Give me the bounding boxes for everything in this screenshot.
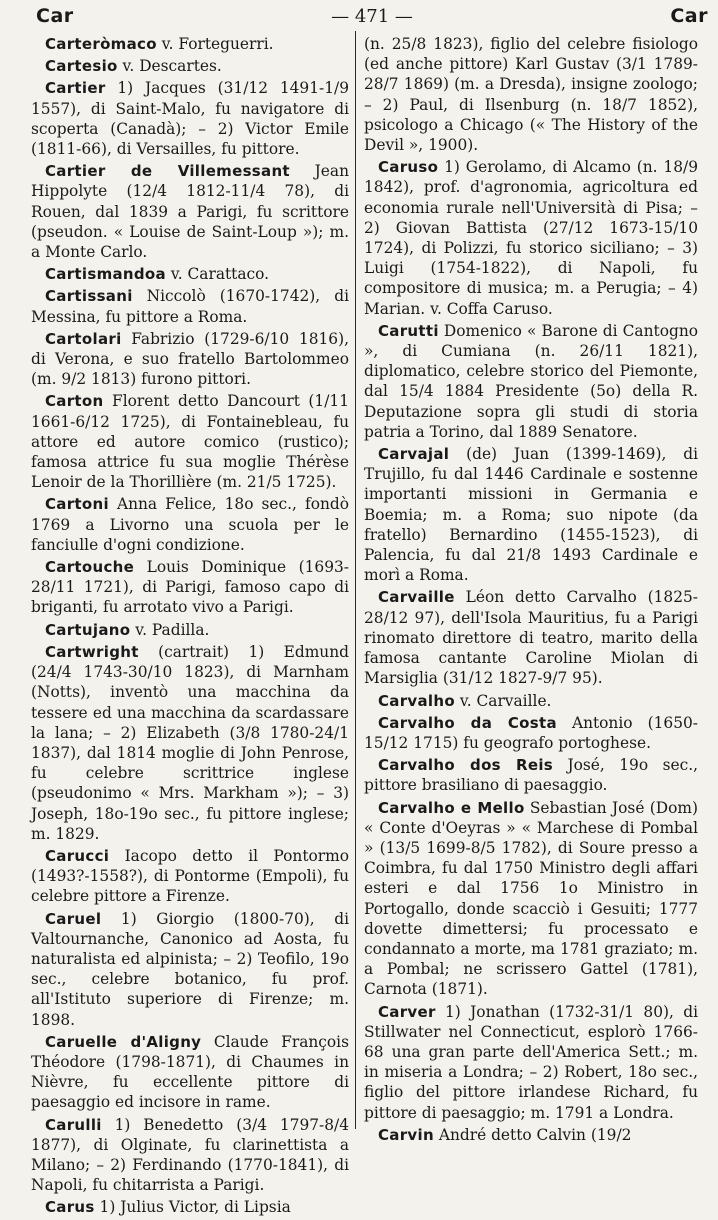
entry-headword: Cartouche <box>45 558 135 577</box>
dictionary-entry <box>31 846 349 907</box>
entry-text: v. Carattaco. <box>165 265 270 284</box>
dictionary-entry <box>31 1032 349 1113</box>
entry-text: v. Forteguerri. <box>156 35 274 53</box>
dictionary-entry <box>31 1197 349 1217</box>
header-right-word: Car <box>670 5 708 27</box>
dictionary-entry <box>31 264 349 284</box>
entry-text: 1) Jacques (31/12 1491-1/9 1557), di Saint-Malo, fu navigatore di scoperta (Canadà); – 2) Victor Emile (1811-66), di Versailles, fu pittore. <box>31 79 349 159</box>
page-number: — 471 — <box>331 5 413 27</box>
entry-text: Anna Felice, 18o sec., fondò 1769 a Livorno una scuola per le fanciulle d'ogni condizione. <box>31 495 349 554</box>
entry-text: Fabrizio (1729-6/10 1816), di Verona, e suo fratello Bartolommeo (m. 9/2 1813) furono pittori. <box>31 329 349 389</box>
entry-text: Niccolò (1670-1742), di Messina, fu pittore a Roma. <box>31 287 349 326</box>
entry-headword: Cartesio <box>45 57 118 76</box>
entry-headword: Cartier de Villemessant <box>45 162 290 181</box>
dictionary-entry <box>364 34 698 155</box>
entry-headword: Cartoni <box>45 495 109 514</box>
entry-headword: Carucci <box>45 846 110 865</box>
entry-headword: Carvin <box>378 1125 434 1144</box>
dictionary-entry <box>364 1125 698 1145</box>
dictionary-entry <box>31 642 349 844</box>
entry-text: 1) Jonathan (1732-31/1 80), di Stillwater nel Connecticut, esplorò 1766-68 una gran parte dell'America Sett.; m. in miseria a Londra; – 2) Robert, 18o sec., figlio del pittore irlandese Richard, fu pittore di paesaggio; m. 1791 a Londra. <box>364 1002 698 1122</box>
entry-headword: Cartismandoa <box>45 265 166 284</box>
dictionary-entry <box>31 78 349 159</box>
entry-text: Florent detto Dancourt (1/11 1661-6/12 1725), di Fontainebleau, fu attore ed autore comico (rustico); famosa attrice fu sua moglie Thérèse Lenoir de la Thorillière (m. 21/5 1725). <box>31 392 349 492</box>
entry-text: André detto Calvin (19/2 <box>433 1125 632 1144</box>
dictionary-entry <box>364 691 698 711</box>
entry-text: Domenico « Barone di Cantogno », di Cumiana (n. 26/11 1821), diplomatico, celebre storico del Piemonte, dal 15/4 1884 Presidente (5o) della R. Deputazione sopra gli studi di storia patria a Torino, dal 1889 Senatore. <box>364 321 698 441</box>
entry-headword: Carus <box>45 1198 95 1217</box>
entry-headword: Carton <box>45 392 104 411</box>
dictionary-entry <box>364 755 698 795</box>
entry-headword: Cartujano <box>45 620 131 639</box>
entry-text: 1) Julius Victor, di Lipsia <box>94 1198 291 1217</box>
dictionary-entry <box>31 494 349 555</box>
dictionary-entry <box>31 286 349 326</box>
dictionary-entry <box>31 329 349 390</box>
entry-headword: Cartissani <box>45 287 133 306</box>
entry-headword: Cartwright <box>45 642 139 661</box>
page-header <box>36 2 708 30</box>
entry-headword: Caruel <box>45 909 102 928</box>
entry-text: Léon detto Carvalho (1825-28/12 97), dell'Isola Mauritius, fu a Parigi rinomato direttore di teatro, marito della famosa cantante Caroline Miolan di Marsiglia (31/12 1827-9/7 95). <box>364 588 698 688</box>
header-left-word: Car <box>36 5 74 27</box>
dictionary-entry <box>364 157 698 319</box>
entry-text: José, 19o sec., pittore brasiliano di paesaggio. <box>364 756 698 795</box>
entry-headword: Carvajal <box>378 445 450 464</box>
dictionary-entry <box>364 587 698 688</box>
entry-text: Claude François Théodore (1798-1871), di Chaumes in Nièvre, fu eccellente pittore di paesaggio ed incisore in rame. <box>31 1032 349 1112</box>
entry-text: Jean Hippolyte (12/4 1812-11/4 78), di Rouen, dal 1839 a Parigi, fu scrittore (pseudon. « Louise de Saint-Loup »); m. a Monte Carlo. <box>31 162 349 262</box>
entry-text: v. Descartes. <box>117 57 222 76</box>
entry-headword: Carvalho <box>378 691 455 710</box>
entry-text: (de) Juan (1399-1469), di Trujillo, fu dal 1446 Cardinale e sostenne importanti missioni in Germania e Boemia; m. a Roma; suo nipote (da fratello) Bernardino (1455-1523), di Palencia, fu dal 21/8 1493 Cardinale e morì a Roma. <box>364 445 698 585</box>
entry-headword: Carulli <box>45 1115 102 1134</box>
column-divider <box>355 31 356 1129</box>
entry-headword: Carvaille <box>378 588 455 607</box>
dictionary-entry <box>31 391 349 492</box>
dictionary-entry <box>31 909 349 1030</box>
entry-text: Louis Dominique (1693-28/11 1721), di Parigi, famoso capo di briganti, fu arrotato vivo a Parigi. <box>31 558 349 617</box>
entry-headword: Carvalho e Mello <box>378 798 525 817</box>
dictionary-entry <box>31 34 349 54</box>
entry-headword: Carvalho dos Reis <box>378 756 553 775</box>
entry-headword: Carutti <box>378 321 439 340</box>
dictionary-entry <box>364 798 698 1000</box>
entry-text: (n. 25/8 1823), figlio del celebre fisiologo (ed anche pittore) Karl Gustav (3/1 1789-28/7 1869) (m. a Dresda), insigne zoologo; – 2) Paul, di Ilsenburg (n. 18/7 1852), psicologo a Chicago (« The History of the Devil », 1900). <box>364 35 698 155</box>
dictionary-entry <box>364 713 698 753</box>
entry-text: Sebastian José (Dom) « Conte d'Oeyras » « Marchese di Pombal » (13/5 1699-8/5 1782), di Soure presso a Coimbra, fu dal 1750 Ministro degli affari esteri e dal 1756 1o Ministro in Portogallo, donde scacciò i Gesuiti; 1777 dovette dimettersi; fu processato e condannato a morte, ma 1781 graziato; m. a Pombal; ne scrissero Gattel (1781), Carnota (1871). <box>364 798 698 999</box>
entry-text: 1) Giorgio (1800-70), di Valtournanche, Canonico ad Aosta, fu naturalista ed alpinista; – 2) Teofilo, 19o sec., celebre botanico, fu prof. all'Istituto superiore di Firenze; m. 1898. <box>31 909 349 1029</box>
entry-text: v. Carvaille. <box>454 691 552 710</box>
entry-text: (cartrait) 1) Edmund (24/4 1743-30/10 1823), di Marnham (Notts), inventò una macchina da tessere ed una macchina da scardassare la lana; – 2) Elizabeth (3/8 1780-24/1 1837), dal 1814 moglie di John Penrose, fu celebre scrittrice inglese (pseudonimo « Mrs. Markham »); – 3) Joseph, 18o-19o sec., fu pittore inglese; m. 1829. <box>31 642 349 843</box>
dictionary-entry <box>364 321 698 442</box>
right-column <box>364 34 698 1147</box>
entry-text: Antonio (1650-15/12 1715) fu geografo portoghese. <box>364 713 698 752</box>
entry-headword: Caruso <box>378 158 439 177</box>
entry-text: v. Padilla. <box>130 620 210 639</box>
dictionary-entry <box>31 1115 349 1196</box>
entry-text: 1) Benedetto (3/4 1797-8/4 1877), di Olginate, fu clarinettista a Milano; – 2) Ferdinando (1770-1841), di Napoli, fu chitarrista a Parigi. <box>31 1115 349 1195</box>
dictionary-entry <box>364 1002 698 1123</box>
entry-headword: Carteròmaco <box>45 35 157 53</box>
dictionary-entry <box>31 557 349 618</box>
entry-headword: Carvalho da Costa <box>378 713 557 732</box>
left-column <box>31 34 349 1220</box>
dictionary-entry <box>31 56 349 76</box>
entry-headword: Cartier <box>45 79 106 98</box>
dictionary-entry <box>364 444 698 585</box>
entry-text: Iacopo detto il Pontormo (1493?-1558?), di Pontorme (Empoli), fu celebre pittore a Firenze. <box>31 846 349 906</box>
dictionary-entry <box>31 161 349 262</box>
entry-headword: Cartolari <box>45 329 122 348</box>
entry-text: 1) Gerolamo, di Alcamo (n. 18/9 1842), prof. d'agronomia, agricoltura ed economia rurale nell'Università di Pisa; – 2) Giovan Battista (27/12 1673-15/10 1724), di Polizzi, fu storico siciliano; – 3) Luigi (1754-1822), di Napoli, fu compositore di musica; m. a Perugia; – 4) Marian. v. Coffa Caruso. <box>364 158 698 318</box>
entry-headword: Caruelle d'Aligny <box>45 1032 202 1051</box>
dictionary-entry <box>31 620 349 640</box>
entry-headword: Carver <box>378 1002 436 1021</box>
